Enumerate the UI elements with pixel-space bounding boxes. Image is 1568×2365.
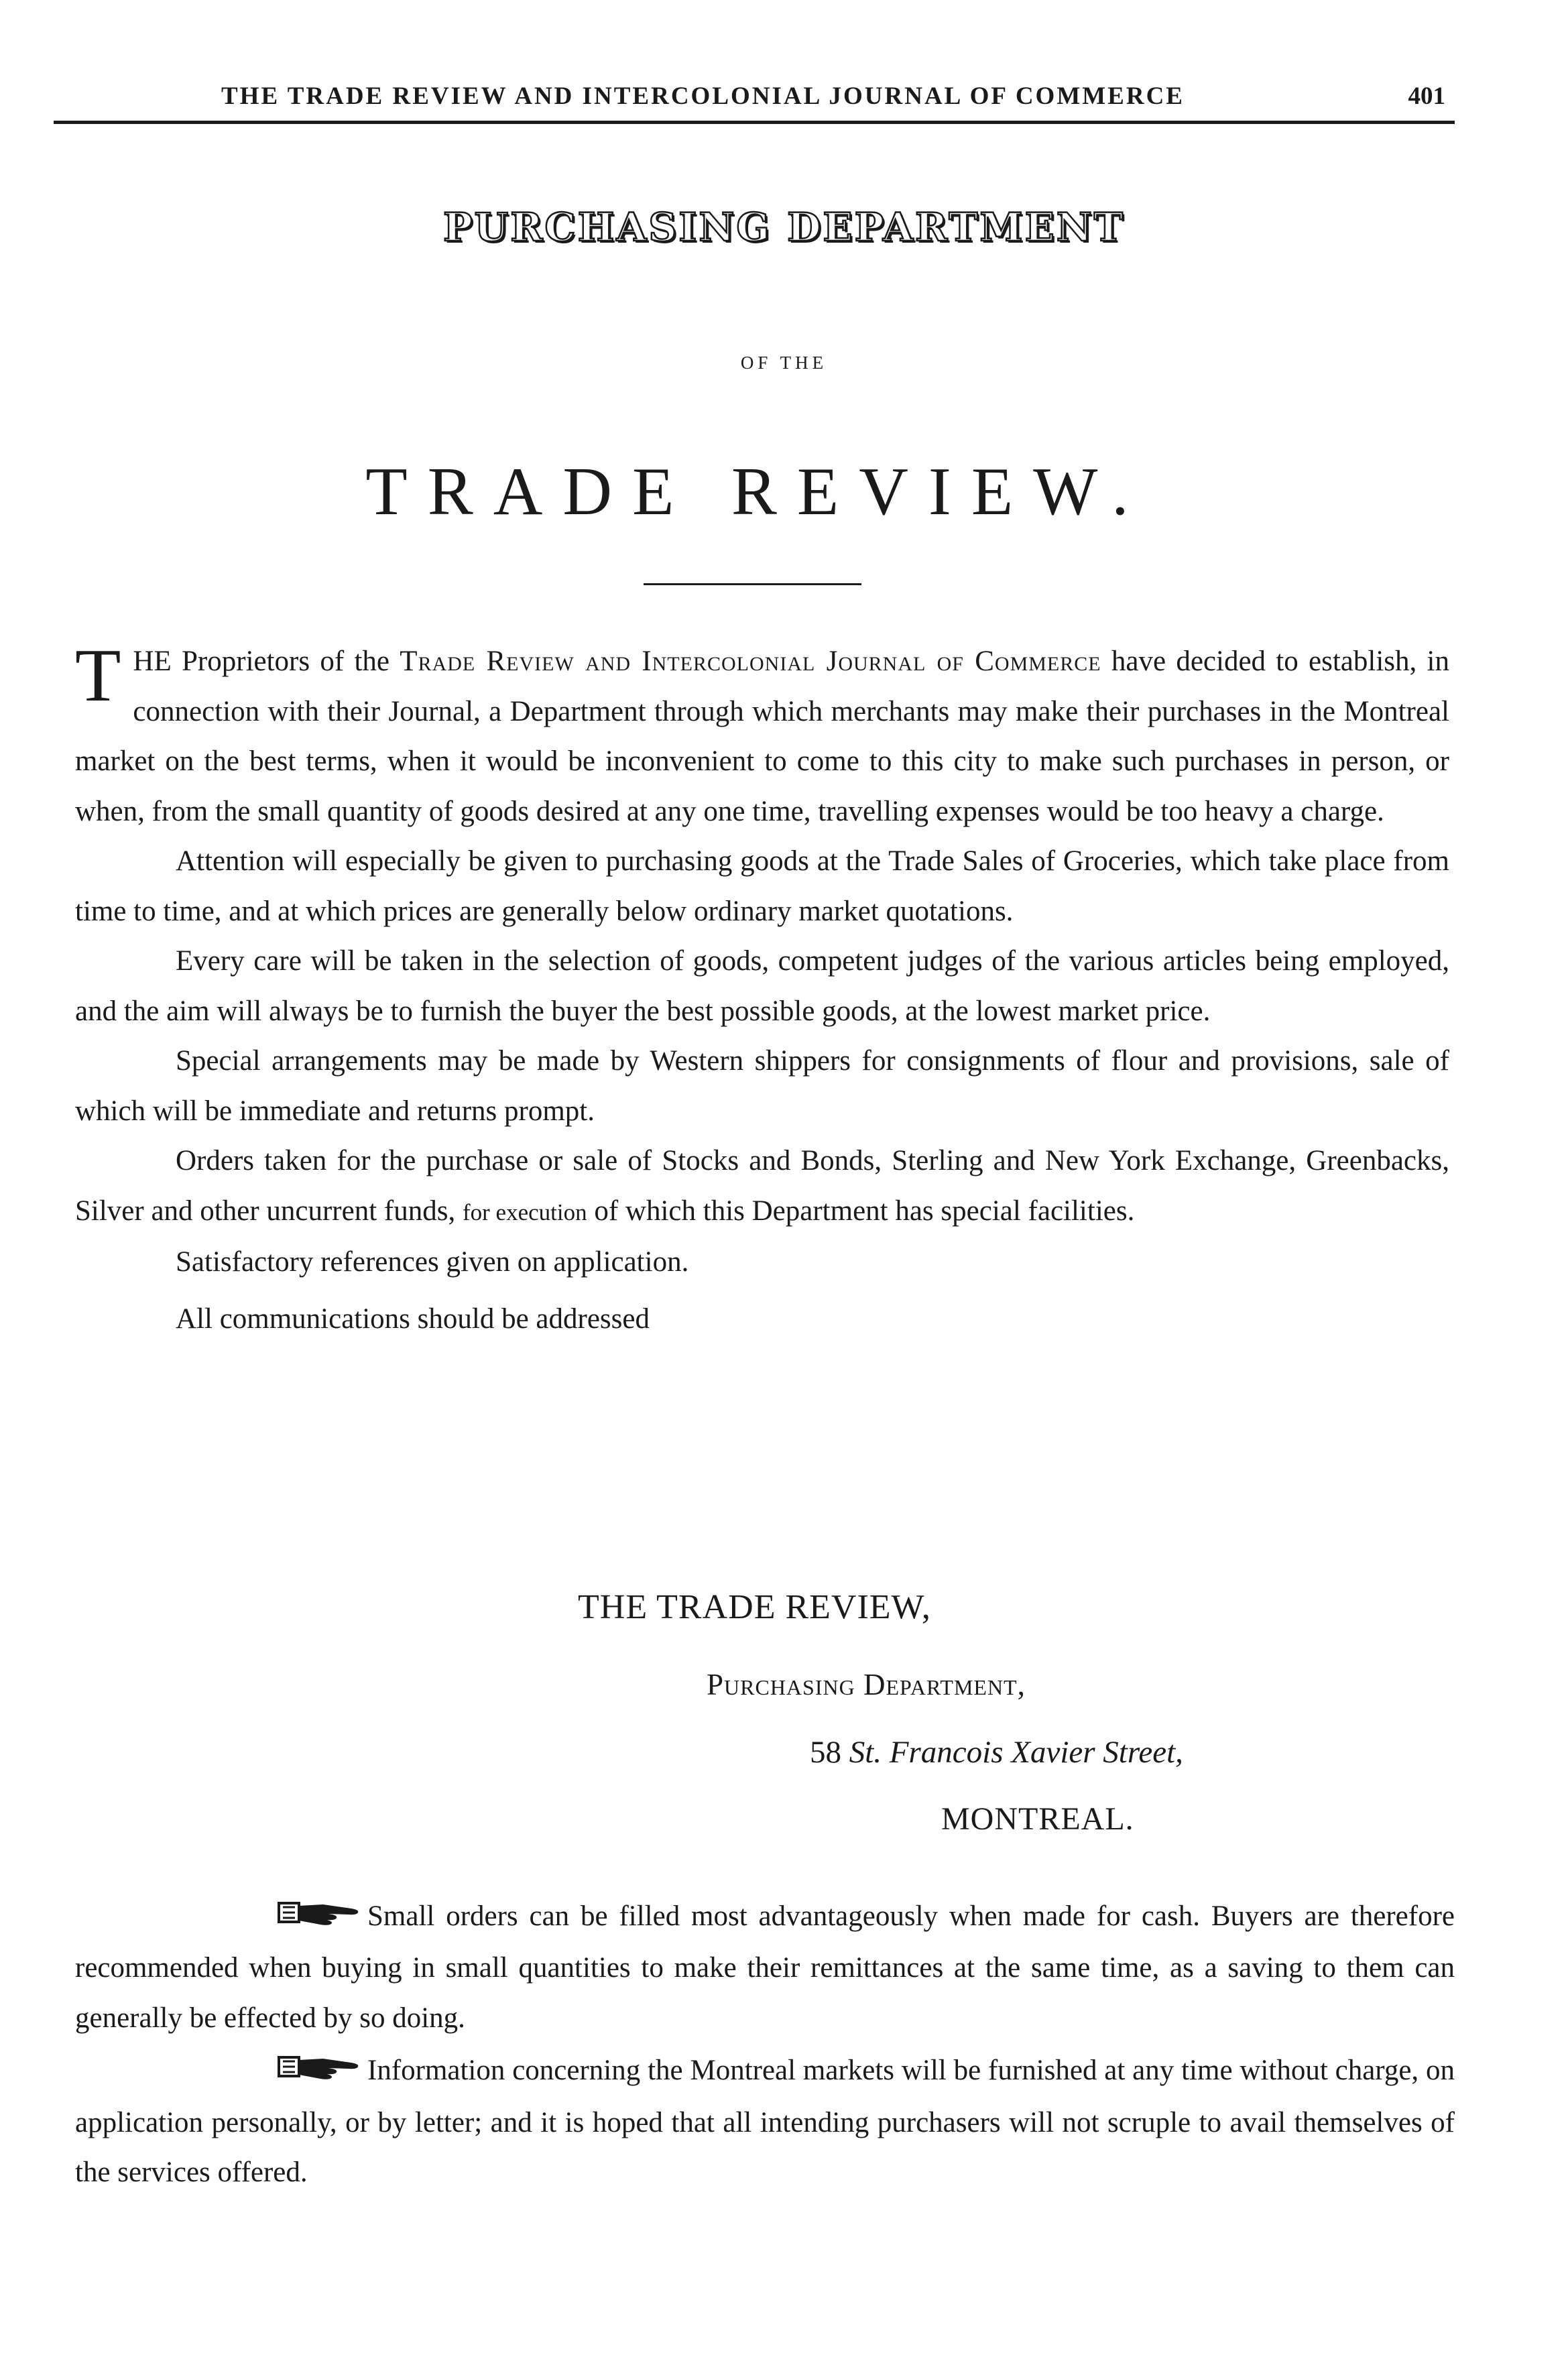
department-title: PURCHASING DEPARTMENT xyxy=(443,204,1125,250)
note-information-text: Information concerning the Montreal markets will be furnished at any time without charge, on application personally, or by letter; and it is hoped that all intending purchasers will not scruple to avail themselves of the services offered. xyxy=(75,2055,1455,2189)
notes-section xyxy=(75,1892,1455,2198)
paragraph-trade-sales: Attention will especially be given to purchasing goods at the Trade Sales of Groceries, which take place from time to time, and at which prices are generally below ordinary market quotations. xyxy=(75,845,1449,927)
street-name: St. Francois Xavier Street, xyxy=(849,1735,1183,1770)
address-line-city: MONTREAL. xyxy=(941,1801,1134,1837)
address-line-department: Purchasing Department, xyxy=(707,1668,1026,1701)
title-rule xyxy=(644,583,861,585)
paragraph-western-shippers: Special arrangements may be made by Western shippers for consignments of flour and provisions, sale of which will be immediate and returns prompt. xyxy=(75,1045,1449,1127)
pointing-hand-icon xyxy=(176,1894,363,1944)
body-text xyxy=(75,634,1449,1344)
running-head: THE TRADE REVIEW AND INTERCOLONIAL JOURNAL OF COMMERCE xyxy=(221,82,1185,110)
drop-cap: T xyxy=(75,634,121,717)
paragraph-orders xyxy=(75,1136,1449,1237)
pointing-hand-icon xyxy=(176,2048,363,2098)
paragraph-communications: All communications should be addressed xyxy=(176,1302,650,1335)
publication-title: TRADE REVIEW. xyxy=(365,454,1149,530)
intro-paragraph xyxy=(75,634,1449,837)
page-number: 401 xyxy=(1408,82,1445,110)
orders-small: for execution xyxy=(462,1199,587,1225)
intro-publication-name: Trade Review and Intercolonial Journal of Commerce xyxy=(400,646,1101,677)
note-small-orders-text: Small orders can be filled most advantageously when made for cash. Buyers are therefore recommended when buying in small quantities to make their remittances at the same time, as a saving to them can generally be effected by so doing. xyxy=(75,1900,1455,2034)
page-header xyxy=(54,74,1455,124)
intro-lead: HE Proprietors of the xyxy=(133,646,400,677)
orders-after: of which this Department has special facilities. xyxy=(587,1195,1135,1227)
note-information xyxy=(75,2046,1455,2197)
paragraph-references: Satisfactory references given on application. xyxy=(176,1246,689,1278)
orders-before: Orders taken for the purchase or sale of Stocks and Bonds, Sterling and New York Exchange, Greenbacks, Silver and other uncurrent funds, xyxy=(75,1145,1449,1227)
of-the-label: OF THE xyxy=(740,353,828,373)
address-line-street xyxy=(810,1734,1183,1770)
note-small-orders xyxy=(75,1892,1455,2043)
intro-rest: have decided to establish, in connection with their Journal, a Department through which merchants may make their purchases in the Montreal market on the best terms, when it would be inconvenient to come to this city to make such purchases in person, or when, from the small quantity of goods desired at any one time, travelling expenses would be too heavy a charge. xyxy=(75,646,1449,827)
street-number: 58 xyxy=(810,1735,841,1770)
address-line-name: THE TRADE REVIEW, xyxy=(578,1588,931,1626)
paragraph-selection: Every care will be taken in the selection of goods, competent judges of the various articles being employed, and the aim will always be to furnish the buyer the best possible goods, at the lowest market price. xyxy=(75,945,1449,1027)
